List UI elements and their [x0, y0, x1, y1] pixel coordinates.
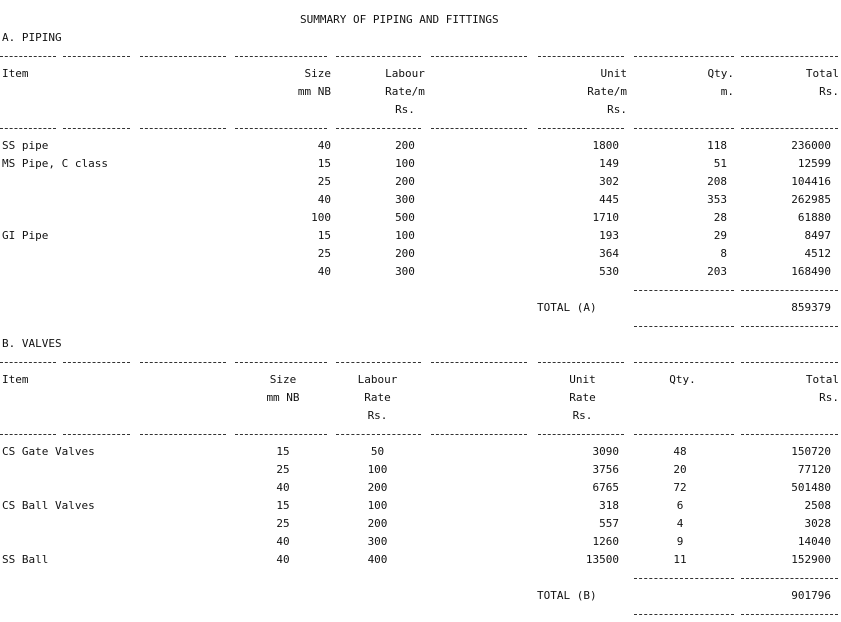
divider-line [140, 56, 226, 57]
divider-line [634, 290, 734, 291]
row-qty: 203 [707, 265, 727, 278]
row-qty: 9 [676, 535, 684, 548]
divider-line [741, 326, 838, 327]
row-size: 40 [317, 265, 331, 278]
divider-line [336, 56, 421, 57]
divider-line [0, 56, 56, 57]
divider-line [741, 128, 838, 129]
divider-line [538, 434, 624, 435]
column-header-qty: Qty. [707, 67, 734, 80]
row-unit-rate: 3090 [592, 445, 619, 458]
divider-line [140, 128, 226, 129]
row-size: 40 [276, 535, 290, 548]
divider-line [634, 326, 734, 327]
divider-line [63, 56, 130, 57]
row-qty: 8 [720, 247, 727, 260]
column-header-unit-rate: Unit [600, 67, 627, 80]
row-labour-rate: 400 [367, 553, 388, 566]
column-header-unit-rate: Unit [569, 373, 596, 386]
divider-line [634, 614, 734, 615]
divider-line [140, 362, 226, 363]
divider-line [235, 362, 327, 363]
row-total: 168490 [791, 265, 831, 278]
row-labour-rate: 200 [367, 481, 388, 494]
row-total: 3028 [804, 517, 831, 530]
column-header-unit-rate: Rs. [607, 103, 627, 116]
row-qty: 353 [707, 193, 727, 206]
row-unit-rate: 1800 [592, 139, 619, 152]
row-labour-rate: 100 [367, 499, 388, 512]
column-header-labour: Rs. [395, 103, 415, 116]
row-size: 25 [276, 463, 290, 476]
divider-line [235, 56, 327, 57]
column-header-total: Rs. [819, 85, 839, 98]
row-total: 2508 [804, 499, 831, 512]
row-size: 15 [276, 499, 290, 512]
row-unit-rate: 445 [599, 193, 619, 206]
row-qty: 48 [673, 445, 687, 458]
divider-line [63, 128, 130, 129]
row-size: 15 [317, 229, 331, 242]
divider-line [336, 434, 421, 435]
column-header-item: Item [2, 373, 29, 386]
column-header-qty: m. [720, 85, 734, 98]
column-header-total: Total [805, 67, 839, 80]
row-labour-rate: 100 [367, 463, 388, 476]
divider-line [538, 128, 624, 129]
row-unit-rate: 364 [599, 247, 619, 260]
row-unit-rate: 3756 [592, 463, 619, 476]
row-total: 501480 [791, 481, 831, 494]
column-header-labour: Labour [385, 67, 425, 80]
row-labour-rate: 200 [395, 175, 415, 188]
column-header-qty: Qty. [669, 373, 696, 386]
row-size: 40 [276, 481, 290, 494]
column-header-total: Rs. [819, 391, 839, 404]
divider-line [235, 434, 327, 435]
row-unit-rate: 193 [599, 229, 619, 242]
divider-line [63, 434, 130, 435]
column-header-item: Item [2, 67, 29, 80]
row-size: 25 [317, 247, 331, 260]
divider-line [634, 362, 734, 363]
divider-line [634, 578, 734, 579]
row-qty: 208 [707, 175, 727, 188]
column-header-size: Size [304, 67, 331, 80]
divider-line [0, 128, 56, 129]
row-qty: 72 [673, 481, 687, 494]
row-qty: 6 [676, 499, 684, 512]
row-qty: 20 [673, 463, 687, 476]
divider-line [538, 362, 624, 363]
row-labour-rate: 300 [367, 535, 388, 548]
row-total: 8497 [804, 229, 831, 242]
column-header-size: mm NB [297, 85, 331, 98]
column-header-unit-rate: Rs. [572, 409, 593, 422]
row-item: SS Ball [2, 553, 49, 566]
row-qty: 28 [713, 211, 727, 224]
row-total: 4512 [804, 247, 831, 260]
row-item: GI Pipe [2, 229, 49, 242]
divider-line [538, 56, 624, 57]
row-unit-rate: 318 [599, 499, 619, 512]
divider-line [140, 434, 226, 435]
divider-line [431, 128, 527, 129]
section-b-heading: B. VALVES [2, 337, 62, 350]
row-total: 12599 [797, 157, 831, 170]
divider-line [741, 614, 838, 615]
row-total: 14040 [797, 535, 831, 548]
row-size: 25 [317, 175, 331, 188]
row-labour-rate: 300 [395, 193, 415, 206]
row-total: 104416 [791, 175, 831, 188]
row-unit-rate: 302 [599, 175, 619, 188]
row-unit-rate: 530 [599, 265, 619, 278]
row-qty: 29 [713, 229, 727, 242]
column-header-unit-rate: Rate/m [587, 85, 627, 98]
row-total: 152900 [791, 553, 831, 566]
row-unit-rate: 557 [599, 517, 619, 530]
total-value: 901796 [791, 589, 831, 602]
divider-line [741, 362, 838, 363]
column-header-size: mm NB [266, 391, 300, 404]
column-header-labour: Rate [364, 391, 391, 404]
divider-line [634, 434, 734, 435]
row-qty: 51 [713, 157, 727, 170]
row-item: SS pipe [2, 139, 49, 152]
row-size: 25 [276, 517, 290, 530]
divider-line [63, 362, 130, 363]
divider-line [235, 128, 327, 129]
divider-line [741, 434, 838, 435]
row-qty: 11 [673, 553, 687, 566]
row-total: 77120 [797, 463, 831, 476]
divider-line [336, 362, 421, 363]
row-item: CS Ball Valves [2, 499, 95, 512]
divider-line [431, 434, 527, 435]
column-header-labour: Rate/m [385, 85, 425, 98]
row-item: CS Gate Valves [2, 445, 95, 458]
column-header-total: Total [805, 373, 839, 386]
row-unit-rate: 6765 [592, 481, 619, 494]
row-size: 100 [311, 211, 331, 224]
column-header-size: Size [269, 373, 297, 386]
section-a-heading: A. PIPING [2, 31, 62, 44]
divider-line [634, 56, 734, 57]
divider-line [431, 56, 527, 57]
column-header-labour: Rs. [367, 409, 388, 422]
divider-line [0, 434, 56, 435]
divider-line [741, 56, 838, 57]
row-size: 40 [317, 139, 331, 152]
report-title: SUMMARY OF PIPING AND FITTINGS [300, 13, 499, 26]
row-unit-rate: 1260 [592, 535, 619, 548]
row-size: 15 [317, 157, 331, 170]
column-header-unit-rate: Rate [569, 391, 596, 404]
row-unit-rate: 13500 [585, 553, 619, 566]
divider-line [634, 128, 734, 129]
total-value: 859379 [791, 301, 831, 314]
row-size: 40 [276, 553, 290, 566]
row-qty: 118 [707, 139, 727, 152]
row-labour-rate: 200 [367, 517, 388, 530]
row-labour-rate: 500 [395, 211, 415, 224]
row-unit-rate: 1710 [592, 211, 619, 224]
row-total: 262985 [791, 193, 831, 206]
row-item: MS Pipe, C class [2, 157, 108, 170]
total-label: TOTAL (B) [537, 589, 597, 602]
row-labour-rate: 100 [395, 229, 415, 242]
divider-line [741, 290, 838, 291]
divider-line [431, 362, 527, 363]
row-labour-rate: 50 [370, 445, 385, 458]
total-label: TOTAL (A) [537, 301, 597, 314]
row-unit-rate: 149 [599, 157, 619, 170]
row-size: 40 [317, 193, 331, 206]
row-labour-rate: 200 [395, 247, 415, 260]
row-total: 150720 [791, 445, 831, 458]
row-qty: 4 [676, 517, 684, 530]
divider-line [0, 362, 56, 363]
column-header-labour: Labour [357, 373, 398, 386]
row-size: 15 [276, 445, 290, 458]
divider-line [741, 578, 838, 579]
row-labour-rate: 200 [395, 139, 415, 152]
divider-line [336, 128, 421, 129]
row-total: 61880 [797, 211, 831, 224]
row-labour-rate: 300 [395, 265, 415, 278]
row-total: 236000 [791, 139, 831, 152]
row-labour-rate: 100 [395, 157, 415, 170]
